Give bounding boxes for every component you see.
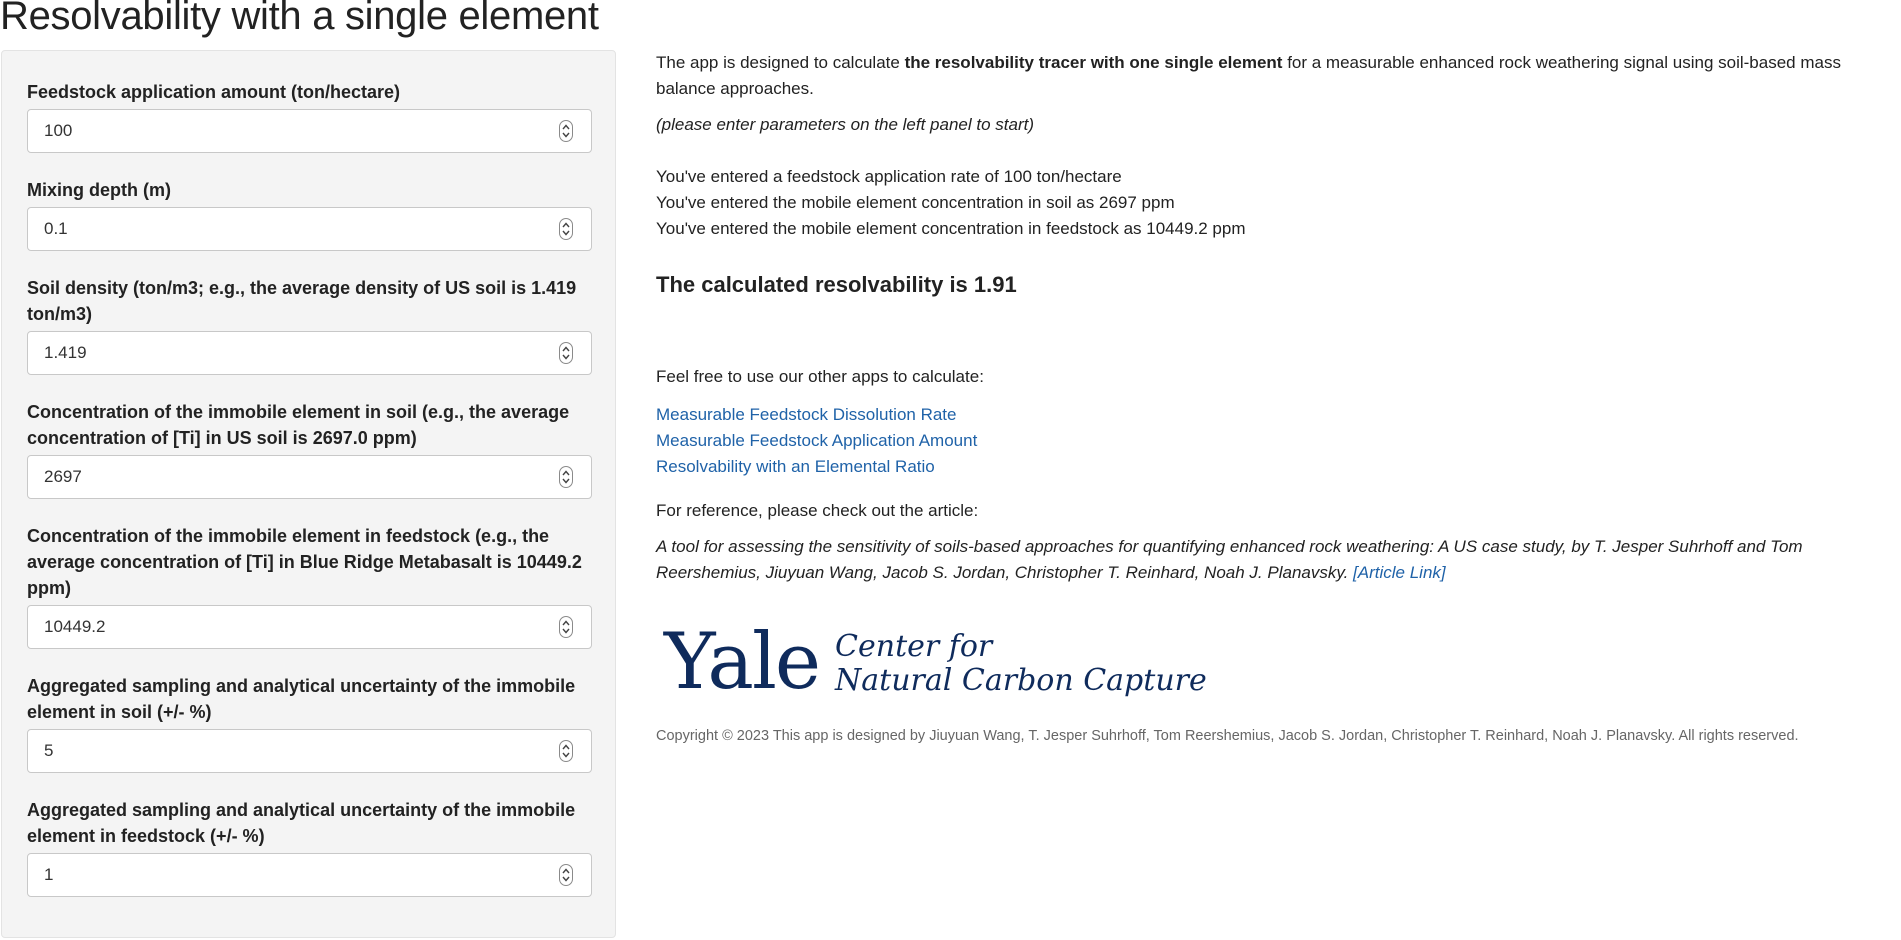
logo-line1: Center for [835,629,993,664]
input-value[interactable]: 1 [44,865,54,884]
field-label: Soil density (ton/m3; e.g., the average density of US soil is 1.419 ton/m3) [27,278,577,324]
up-down-spinner-icon[interactable] [553,860,579,890]
field-label: Aggregated sampling and analytical uncertainty of the immobile element in feedstock (+/- %) [27,800,576,846]
entered-line: You've entered a feedstock application rate of 100 ton/hectare [656,167,1122,186]
article-link[interactable]: [Article Link] [1353,563,1446,582]
logo-center-name [835,630,1207,698]
main-panel [656,50,1896,745]
entered-line: You've entered the mobile element concentration in soil as 2697 ppm [656,193,1175,212]
field-uncertainty-feedstock [27,797,590,897]
other-apps-links [656,402,1896,480]
up-down-spinner-icon[interactable] [553,462,579,492]
link-elemental-ratio[interactable]: Resolvability with an Elemental Ratio [656,457,935,476]
input-value[interactable]: 10449.2 [44,617,106,636]
up-down-spinner-icon[interactable] [553,214,579,244]
up-down-spinner-icon[interactable] [553,736,579,766]
parameter-panel [1,50,616,938]
uncertainty-feedstock-input[interactable] [27,853,592,897]
uncertainty-soil-input[interactable] [27,729,592,773]
field-label: Aggregated sampling and analytical uncertainty of the immobile element in soil (+/- %) [27,676,576,722]
intro-prefix: The app is designed to calculate [656,53,905,72]
field-label: Mixing depth (m) [27,180,171,200]
input-value[interactable]: 1.419 [44,343,87,362]
field-uncertainty-soil [27,673,590,773]
field-application-amount [27,79,590,153]
link-application-amount[interactable]: Measurable Feedstock Application Amount [656,431,978,450]
page-title: Resolvability with a single element [0,0,599,38]
article-citation [656,534,1896,586]
entered-summary [656,164,1896,242]
intro-text [656,50,1896,102]
yale-logo [664,617,1896,707]
input-value[interactable]: 100 [44,121,73,140]
resolvability-result: The calculated resolvability is 1.91 [656,272,1017,297]
field-soil-density [27,275,590,375]
input-value[interactable]: 0.1 [44,219,68,238]
field-mixing-depth [27,177,590,251]
field-label: Concentration of the immobile element in soil (e.g., the average concentration of [Ti] in US soil is 2697.0 ppm) [27,402,570,448]
immobile-feedstock-input[interactable] [27,605,592,649]
up-down-spinner-icon[interactable] [553,612,579,642]
up-down-spinner-icon[interactable] [553,338,579,368]
immobile-soil-input[interactable] [27,455,592,499]
citation-text: A tool for assessing the sensitivity of soils-based approaches for quantifying enhanced rock weathering: A US case study, by T. Jesper Suhrhoff and Tom Reershemius, Jiuyuan Wang, Jacob S. Jordan, Christopher T. Reinhard, Noah J. Planavsky. [656,537,1803,582]
entered-line: You've entered the mobile element concentration in feedstock as 10449.2 ppm [656,219,1246,238]
intro-bold: the resolvability tracer with one single element [904,53,1283,72]
field-immobile-feedstock [27,523,590,649]
mixing-depth-input[interactable] [27,207,592,251]
field-label: Feedstock application amount (ton/hectare) [27,82,401,102]
field-immobile-soil [27,399,590,499]
field-label: Concentration of the immobile element in feedstock (e.g., the average concentration of [Ti] in Blue Ridge Metabasalt is 10449.2 ppm) [27,526,582,598]
application-amount-input[interactable] [27,109,592,153]
intro-suffix: for a measurable enhanced rock weathering signal using soil-based mass balance approaches. [656,53,1841,98]
link-dissolution-rate[interactable]: Measurable Feedstock Dissolution Rate [656,405,957,424]
soil-density-input[interactable] [27,331,592,375]
copyright-text: Copyright © 2023 This app is designed by Jiuyuan Wang, T. Jesper Suhrhoff, Tom Reershemius, Jacob S. Jordan, Christopher T. Reinhard, Noah J. Planavsky. All rights reserved. [656,728,1799,744]
input-value[interactable]: 2697 [44,467,82,486]
input-value[interactable]: 5 [44,741,54,760]
start-hint: (please enter parameters on the left panel to start) [656,115,1034,134]
logo-line2: Natural Carbon Capture [835,663,1207,698]
up-down-spinner-icon[interactable] [553,116,579,146]
other-apps-text: Feel free to use our other apps to calculate: [656,367,984,386]
reference-text: For reference, please check out the article: [656,501,979,520]
logo-wordmark: Yale [664,617,820,707]
